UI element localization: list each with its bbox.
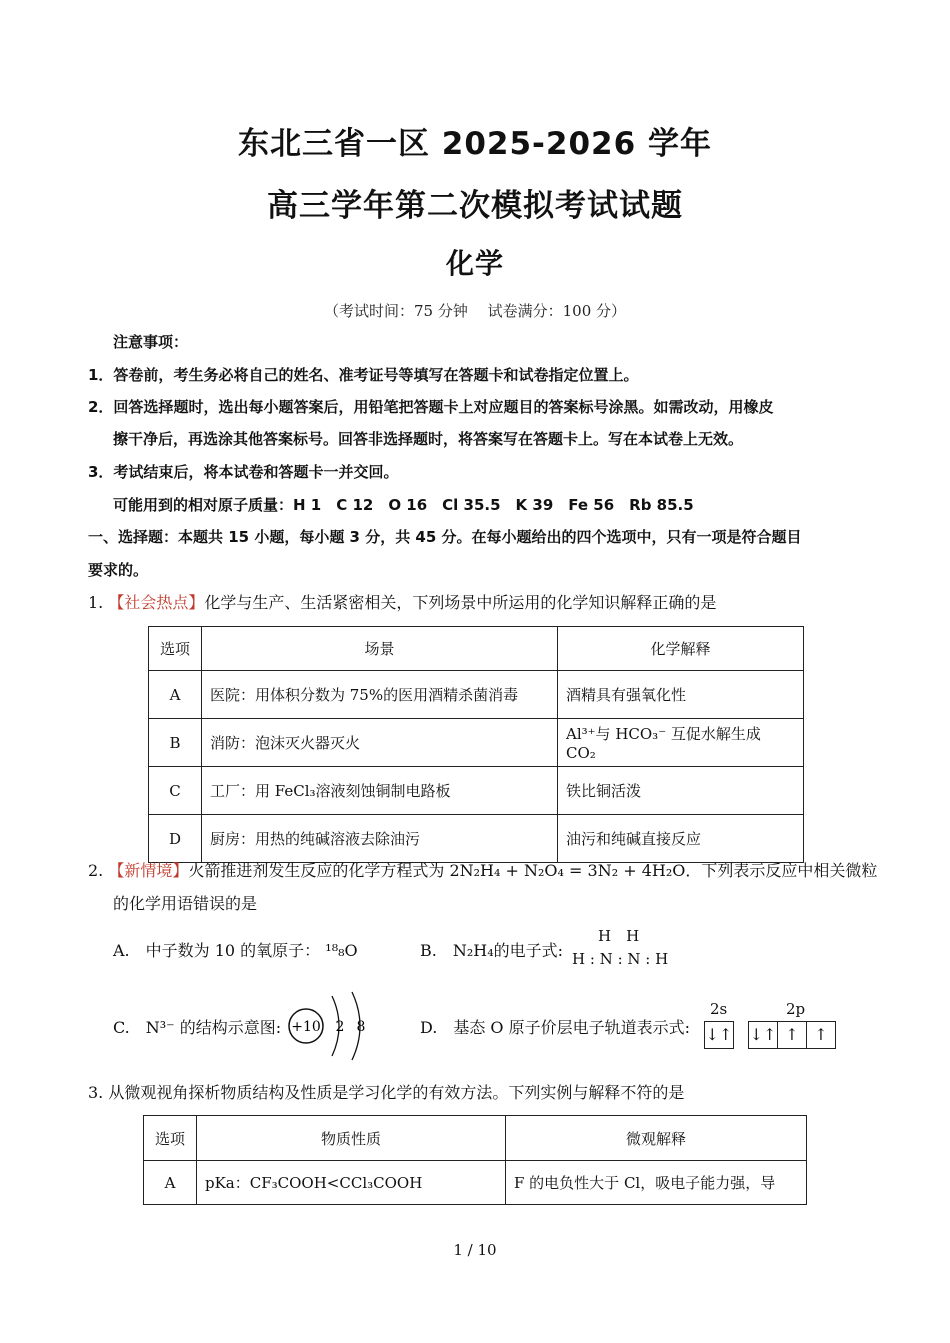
shell-2-electrons: 8 [356, 1019, 366, 1035]
orbital-box: ↑ [807, 1021, 836, 1049]
question-3-table [143, 1115, 807, 1205]
row-scene: 工厂：用 FeCl₃溶液刻蚀铜制电路板 [202, 767, 558, 815]
table-header-option: 选项 [144, 1116, 197, 1161]
row-option: A [149, 671, 202, 719]
orbital-2p [748, 1021, 836, 1049]
table-header-property: 物质性质 [197, 1116, 506, 1161]
row-option: D [149, 815, 202, 863]
option-b: B. N₂H₄的电子式: [420, 941, 564, 960]
note-item-2: 2．回答选择题时，选出每小题答案后，用铅笔把答题卡上对应题目的答案标号涂黑。如需改动，用橡皮 [88, 398, 774, 416]
row-option: A [144, 1161, 197, 1205]
orbital-box: ↑ [778, 1021, 807, 1049]
table-row [149, 815, 804, 863]
table-row [149, 767, 804, 815]
nucleus-charge: +10 [291, 1019, 321, 1035]
row-scene: 医院：用体积分数为 75%的医用酒精杀菌消毒 [202, 671, 558, 719]
orbital-2s-label: 2s [710, 1000, 728, 1018]
electron-formula-top: H H [598, 927, 640, 945]
structure-diagram [284, 986, 384, 1066]
electron-formula-main: H : N : N : H [572, 950, 669, 968]
table-header-explanation: 化学解释 [558, 627, 804, 671]
question-number: 2. [88, 861, 104, 880]
option-d: D. 基态 O 原子价层电子轨道表示式: [420, 1018, 691, 1037]
table-row [149, 671, 804, 719]
atomic-mass-line: 可能用到的相对原子质量：H 1 C 12 O 16 Cl 35.5 K 39 Fe 56 Rb 85.5 [113, 496, 694, 514]
orbital-2s [704, 1021, 734, 1049]
exam-title-line2: 高三学年第二次模拟考试试题 [267, 188, 683, 224]
question-3-stem [88, 1082, 684, 1104]
section1-heading: 一、选择题：本题共 15 小题，每小题 3 分，共 45 分。在每小题给出的四个选项中，只有一项是符合题目 [88, 528, 802, 546]
row-explanation: F 的电负性大于 Cl，吸电子能力强，导 [506, 1161, 807, 1205]
orbital-box: ↓↑ [748, 1021, 778, 1049]
question-tag: 【新情境】 [108, 861, 189, 880]
exam-info: （考试时间：75 分钟 试卷满分：100 分） [323, 302, 627, 320]
question-text: 化学与生产、生活紧密相关，下列场景中所运用的化学知识解释正确的是 [204, 593, 717, 612]
row-property: pKa：CF₃COOH<CCl₃COOH [197, 1161, 506, 1205]
note-item-2-cont: 擦干净后，再选涂其他答案标号。回答非选择题时，将答案写在答题卡上。写在本试卷上无效。 [113, 430, 744, 448]
table-row [149, 719, 804, 767]
question-text: 火箭推进剂发生反应的化学方程式为 2N₂H₄ + N₂O₄ = 3N₂ + 4H₂O．下列表示反应中相关微粒 [188, 861, 878, 880]
page-number: 1 / 10 [453, 1241, 497, 1259]
oxygen-isotope-symbol: ¹⁸₈O [325, 941, 358, 960]
question-2-stem [88, 860, 877, 882]
row-scene: 消防：泡沫灭火器灭火 [202, 719, 558, 767]
subject-title: 化学 [445, 247, 504, 280]
question-number: 3. [88, 1083, 104, 1102]
question-1-table [148, 626, 804, 863]
option-c: C. N³⁻ 的结构示意图: [113, 1018, 282, 1037]
question-number: 1. [88, 593, 104, 612]
row-scene: 厨房：用热的纯碱溶液去除油污 [202, 815, 558, 863]
note-item-1: 1．答卷前，考生务必将自己的姓名、准考证号等填写在答题卡和试卷指定位置上。 [88, 366, 639, 384]
table-header-option: 选项 [149, 627, 202, 671]
notes-heading: 注意事项： [113, 333, 189, 351]
orbital-2p-label: 2p [786, 1000, 806, 1018]
option-a [113, 940, 358, 962]
row-explanation: 酒精具有强氧化性 [558, 671, 804, 719]
table-header-scene: 场景 [202, 627, 558, 671]
table-header-micro-explanation: 微观解释 [506, 1116, 807, 1161]
exam-title-line1: 东北三省一区 2025-2026 学年 [237, 126, 712, 162]
question-2-stem-cont: 的化学用语错误的是 [113, 894, 258, 913]
table-row [144, 1161, 807, 1205]
question-text: 从微观视角探析物质结构及性质是学习化学的有效方法。下列实例与解释不符的是 [108, 1083, 685, 1102]
section1-heading-cont: 要求的。 [88, 561, 149, 579]
row-explanation: Al³⁺与 HCO₃⁻ 互促水解生成 CO₂ [558, 719, 804, 767]
option-a-text: A. 中子数为 10 的氧原子： [113, 941, 321, 960]
shell-1-electrons: 2 [335, 1019, 345, 1035]
question-tag: 【社会热点】 [108, 593, 205, 612]
question-1-stem [88, 592, 716, 614]
note-item-3: 3．考试结束后，将本试卷和答题卡一并交回。 [88, 463, 399, 481]
row-explanation: 油污和纯碱直接反应 [558, 815, 804, 863]
orbital-box: ↓↑ [704, 1021, 734, 1049]
row-option: C [149, 767, 202, 815]
row-explanation: 铁比铜活泼 [558, 767, 804, 815]
row-option: B [149, 719, 202, 767]
